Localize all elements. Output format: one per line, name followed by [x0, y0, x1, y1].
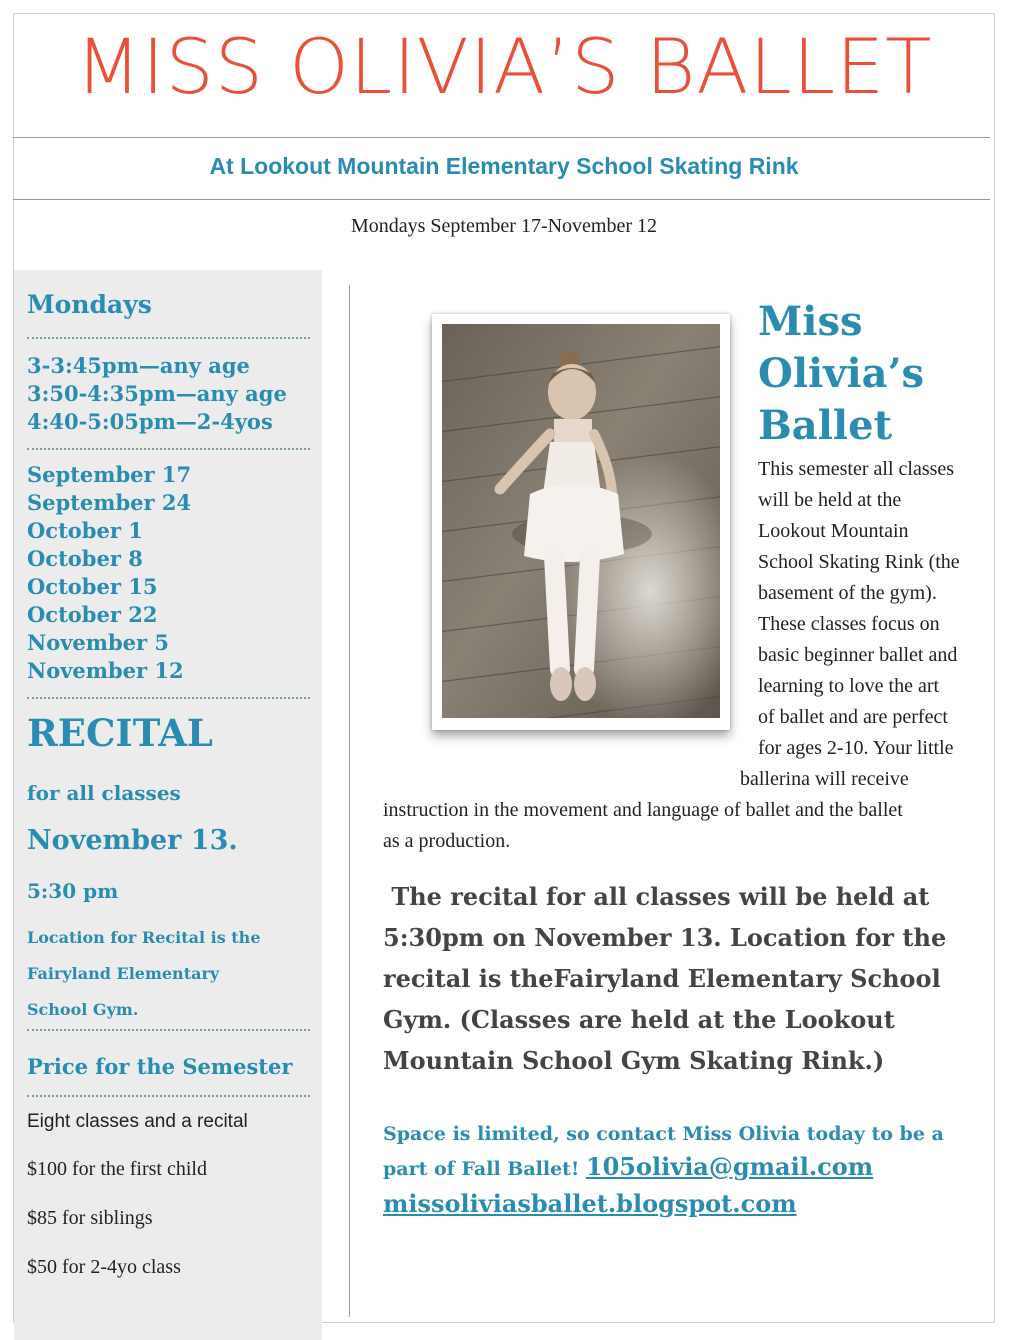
- header-rule-bottom: [13, 199, 990, 200]
- divider: [27, 697, 310, 699]
- contact-line-2: [383, 1150, 993, 1186]
- divider: [27, 1095, 310, 1097]
- sidebar: [14, 270, 322, 1340]
- session-dates: Mondays September 17-November 12: [350, 215, 658, 237]
- article-line: for ages 2-10. Your little: [758, 737, 954, 759]
- price-item: $50 for 2-4yo class: [27, 1256, 181, 1278]
- recital-location-line: School Gym.: [27, 1000, 139, 1019]
- class-date: September 24: [27, 490, 192, 515]
- recital-paragraph: [383, 876, 993, 1081]
- recital-line: Mountain School Gym Skating Rink.): [383, 1046, 885, 1075]
- recital-for: for all classes: [27, 781, 181, 805]
- class-date: October 22: [27, 602, 158, 627]
- column-divider: [349, 285, 350, 1317]
- recital-line: The recital for all classes will be held at: [383, 882, 930, 911]
- divider: [27, 448, 310, 450]
- article-line: of ballet and are perfect: [758, 706, 948, 728]
- class-date: November 12: [27, 658, 184, 683]
- article-title-line: Ballet: [758, 402, 893, 449]
- schedule-item: 3:50-4:35pm—any age: [27, 381, 287, 406]
- price-item: $100 for the first child: [27, 1158, 207, 1180]
- price-heading: Price for the Semester: [27, 1054, 293, 1079]
- contact-line-3: [383, 1186, 993, 1225]
- article-line: will be held at the: [758, 489, 902, 511]
- ballerina-photo-image: [442, 324, 720, 718]
- price-item: Eight classes and a recital: [27, 1111, 248, 1132]
- header-rule-top: [13, 137, 990, 138]
- page-title: MISS OLIVIA’S BALLET: [75, 22, 933, 111]
- recital-date: November 13.: [27, 825, 238, 856]
- blog-link[interactable]: missoliviasballet.blogspot.com: [383, 1189, 797, 1218]
- recital-line: 5:30pm on November 13. Location for the: [383, 923, 947, 952]
- article-line: instruction in the movement and language of ballet and the ballet: [383, 799, 903, 821]
- recital-location: [27, 920, 310, 1028]
- recital-heading: RECITAL: [27, 711, 213, 755]
- divider: [27, 337, 310, 339]
- schedule-item: 4:40-5:05pm—2-4yos: [27, 409, 273, 434]
- email-link[interactable]: 105olivia@gmail.com: [585, 1152, 874, 1181]
- mondays-heading: Mondays: [27, 290, 152, 319]
- contact-line: Space is limited, so contact Miss Olivia today to be a: [383, 1123, 944, 1145]
- class-date: October 1: [27, 518, 143, 543]
- article-line: These classes focus on: [758, 613, 940, 635]
- class-dates-list: [27, 461, 310, 685]
- recital-time: 5:30 pm: [27, 879, 119, 903]
- contact-block: [383, 1118, 993, 1225]
- article-line: learning to love the art: [758, 675, 940, 697]
- class-date: November 5: [27, 630, 170, 655]
- article-line: ballerina will receive: [740, 768, 909, 790]
- article-title: [758, 296, 988, 452]
- class-date: October 15: [27, 574, 158, 599]
- recital-location-line: Fairyland Elementary: [27, 964, 220, 983]
- divider: [27, 1029, 310, 1031]
- article-line: Lookout Mountain: [758, 520, 909, 542]
- recital-location-line: Location for Recital is the: [27, 928, 261, 947]
- article-line: School Skating Rink (the: [758, 551, 960, 573]
- contact-prefix: part of Fall Ballet!: [383, 1158, 586, 1180]
- article-line: as a production.: [383, 830, 511, 852]
- class-date: October 8: [27, 546, 143, 571]
- schedule-item: 3-3:45pm—any age: [27, 353, 250, 378]
- recital-line: Gym. (Classes are held at the Lookout: [383, 1005, 895, 1034]
- subtitle: At Lookout Mountain Elementary School Skating Rink: [209, 153, 799, 179]
- article-title-line: Olivia’s: [758, 350, 925, 397]
- ballerina-photo: [432, 314, 730, 730]
- schedule-list: [27, 352, 310, 436]
- article-line: basic beginner ballet and: [758, 644, 958, 666]
- recital-line: recital is theFairyland Elementary School: [383, 964, 941, 993]
- price-item: $85 for siblings: [27, 1207, 153, 1229]
- article-line: basement of the gym).: [758, 582, 937, 604]
- article-line: This semester all classes: [758, 458, 955, 480]
- class-date: September 17: [27, 462, 192, 487]
- article-title-line: Miss: [758, 298, 863, 345]
- article-side-text: [758, 454, 998, 764]
